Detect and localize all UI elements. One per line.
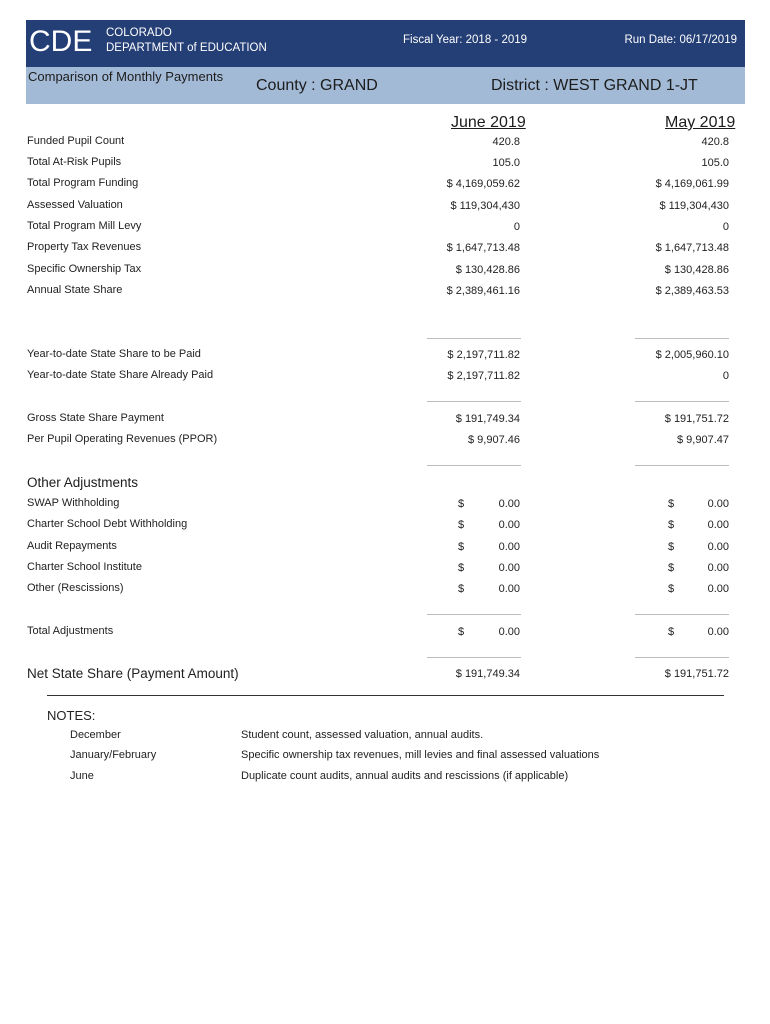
may-value: 0.00 <box>707 562 729 574</box>
june-currency: $ <box>458 626 465 638</box>
divider <box>635 657 729 658</box>
may-currency: $ <box>668 583 675 595</box>
may-value: 0.00 <box>707 498 729 510</box>
cde-logo: CDE <box>29 25 93 58</box>
june-value: $ 191,749.34 <box>455 413 520 425</box>
table-row <box>0 177 770 195</box>
table-row <box>0 540 770 558</box>
table-row <box>0 156 770 174</box>
table-row <box>0 518 770 536</box>
notes-rule <box>47 695 724 696</box>
table-row <box>0 369 770 387</box>
june-currency: $ <box>458 562 465 574</box>
county-label: County : GRAND <box>256 77 378 94</box>
run-date: Run Date: 06/17/2019 <box>624 34 737 46</box>
june-value: 0.00 <box>498 562 520 574</box>
june-value: 0.00 <box>498 541 520 553</box>
divider <box>635 401 729 402</box>
divider <box>635 465 729 466</box>
org-name-line2: DEPARTMENT of EDUCATION <box>106 42 267 54</box>
table-row <box>0 561 770 579</box>
may-value: $ 2,005,960.10 <box>655 349 729 361</box>
row-label: Other (Rescissions) <box>27 582 124 594</box>
table-row <box>0 220 770 238</box>
may-value: $ 4,169,061.99 <box>655 178 729 190</box>
net-label: Net State Share (Payment Amount) <box>27 666 239 681</box>
divider <box>427 657 521 658</box>
row-label: Gross State Share Payment <box>27 412 164 424</box>
june-value: 0.00 <box>498 519 520 531</box>
may-currency: $ <box>668 626 675 638</box>
divider <box>427 338 521 339</box>
may-value: 0.00 <box>707 626 729 638</box>
note-month: June <box>70 770 94 782</box>
fiscal-year: Fiscal Year: 2018 - 2019 <box>403 34 528 46</box>
june-value: 0.00 <box>498 498 520 510</box>
june-value: $ 4,169,059.62 <box>446 178 520 190</box>
column-header-june: June 2019 <box>451 114 526 131</box>
row-label: Assessed Valuation <box>27 199 123 211</box>
table-row <box>0 199 770 217</box>
other-adjustments-title: Other Adjustments <box>27 475 139 490</box>
may-value: $ 191,751.72 <box>664 668 729 680</box>
may-value: $ 9,907.47 <box>677 434 729 446</box>
may-currency: $ <box>668 519 675 531</box>
table-row <box>0 135 770 153</box>
june-value: 420.8 <box>492 136 520 148</box>
june-value: $ 1,647,713.48 <box>446 242 520 254</box>
may-currency: $ <box>668 541 675 553</box>
june-value: $ 191,749.34 <box>455 668 520 680</box>
may-value: $ 1,647,713.48 <box>655 242 729 254</box>
divider <box>427 465 521 466</box>
row-label: Year-to-date State Share Already Paid <box>27 369 214 381</box>
table-row <box>0 433 770 451</box>
divider <box>427 401 521 402</box>
june-value: $ 2,197,711.82 <box>447 370 520 382</box>
table-row <box>0 582 770 600</box>
june-value: $ 2,389,461.16 <box>446 285 520 297</box>
row-label: Charter School Institute <box>27 561 142 573</box>
row-label: Charter School Debt Withholding <box>27 518 188 530</box>
may-value: $ 191,751.72 <box>664 413 729 425</box>
divider <box>635 614 729 615</box>
june-value: $ 130,428.86 <box>455 264 520 276</box>
june-currency: $ <box>458 498 465 510</box>
notes-title: NOTES: <box>47 708 96 723</box>
org-name-line1: COLORADO <box>106 27 172 39</box>
row-label: Audit Repayments <box>27 540 117 552</box>
row-label: Total Program Mill Levy <box>27 220 142 232</box>
row-label: Specific Ownership Tax <box>27 263 142 275</box>
note-text: Specific ownership tax revenues, mill levies and final assessed valuations <box>241 749 600 761</box>
row-label: Total Adjustments <box>27 625 114 637</box>
divider <box>635 338 729 339</box>
june-currency: $ <box>458 519 465 531</box>
may-currency: $ <box>668 562 675 574</box>
may-value: 420.8 <box>701 136 729 148</box>
row-label: Property Tax Revenues <box>27 241 142 253</box>
column-header-may: May 2019 <box>665 114 736 131</box>
row-label: Per Pupil Operating Revenues (PPOR) <box>27 433 218 445</box>
row-label: Year-to-date State Share to be Paid <box>27 348 201 360</box>
june-value: 105.0 <box>492 157 520 169</box>
report-header <box>26 20 745 67</box>
note-month: December <box>70 729 121 741</box>
june-value: $ 119,304,430 <box>450 200 520 212</box>
may-value: $ 2,389,463.53 <box>655 285 729 297</box>
table-row <box>0 241 770 259</box>
note-month: January/February <box>70 749 157 761</box>
row-label: Total Program Funding <box>27 177 139 189</box>
table-row <box>0 348 770 366</box>
may-value: $ 130,428.86 <box>664 264 729 276</box>
row-label: Annual State Share <box>27 284 123 296</box>
june-value: $ 9,907.46 <box>468 434 520 446</box>
table-row <box>0 412 770 430</box>
report-subheader <box>26 67 745 104</box>
row-label: SWAP Withholding <box>27 497 120 509</box>
report-title: Comparison of Monthly Payments <box>28 69 224 84</box>
may-value: $ 119,304,430 <box>659 200 729 212</box>
june-value: 0.00 <box>498 583 520 595</box>
divider <box>427 614 521 615</box>
may-currency: $ <box>668 498 675 510</box>
june-value: 0 <box>513 221 520 233</box>
note-text: Duplicate count audits, annual audits and rescissions (if applicable) <box>241 770 569 782</box>
may-value: 0 <box>722 370 729 382</box>
note-text: Student count, assessed valuation, annual audits. <box>241 729 484 741</box>
june-value: $ 2,197,711.82 <box>447 349 520 361</box>
may-value: 105.0 <box>701 157 729 169</box>
may-value: 0.00 <box>707 583 729 595</box>
june-value: 0.00 <box>498 626 520 638</box>
table-row <box>0 284 770 302</box>
table-row <box>0 263 770 281</box>
may-value: 0.00 <box>707 541 729 553</box>
june-currency: $ <box>458 583 465 595</box>
row-label: Funded Pupil Count <box>27 135 125 147</box>
row-label: Total At-Risk Pupils <box>27 156 122 168</box>
june-currency: $ <box>458 541 465 553</box>
may-value: 0 <box>722 221 729 233</box>
may-value: 0.00 <box>707 519 729 531</box>
table-row <box>0 497 770 515</box>
total-adjustments-row <box>0 625 770 643</box>
district-label: District : WEST GRAND 1-JT <box>491 77 698 94</box>
